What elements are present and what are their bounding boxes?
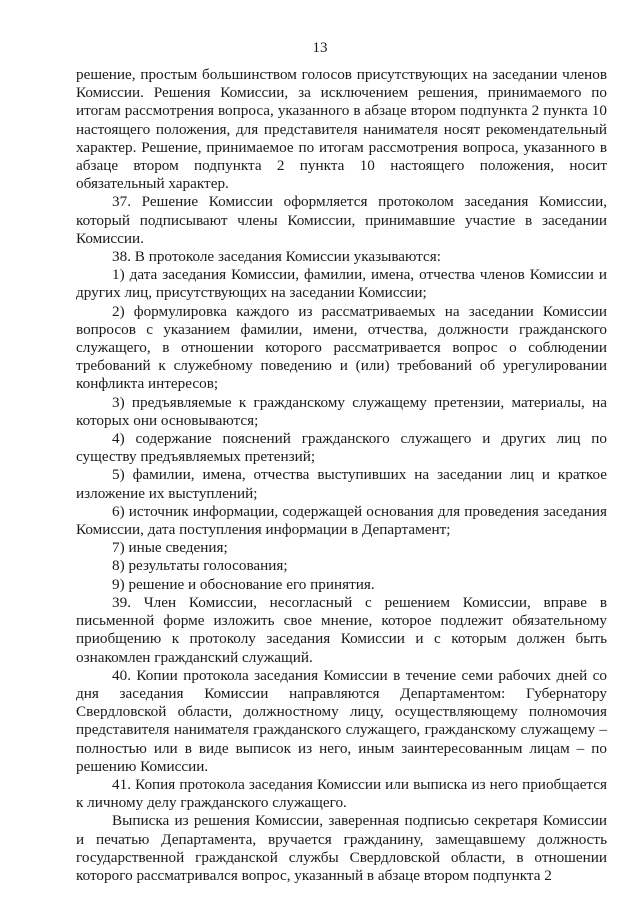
subitem-8: 8) результаты голосования; [112,557,288,575]
paragraph-extract: Выписка из решения Комиссии, заверенная подписью секретаря Комиссии и печатью Департамента, вручается гражданину, замещавшему должность государственной гражданской службы Свердловской области, в отношении которого рассматривался вопрос, указанный в абзаце втором подпункта 2 [76,812,607,884]
subitem-4: 4) содержание пояснений гражданского служащего и других лиц по существу предъявляемых претензий; [76,430,607,466]
subitem-7: 7) иные сведения; [112,539,228,557]
document-body [76,66,607,885]
subitem-5: 5) фамилии, имена, отчества выступивших на заседании лиц и краткое изложение их выступлений; [76,466,607,502]
page-number: 13 [312,40,328,56]
paragraph-continuation: решение, простым большинством голосов присутствующих на заседании членов Комиссии. Решения Комиссии, за исключением решения, принимаемого по итогам рассмотрения вопроса, указанного в абзаце втором подпункта 2 пункта 10 настоящего положения, для представителя нанимателя носят рекомендательный характер. Решение, принимаемое по итогам рассмотрения вопроса, указанного в абзаце втором подпункта 2 пункта 10 настоящего положения, носит обязательный характер. [76,66,607,193]
subitem-9: 9) решение и обоснование его принятия. [112,575,375,593]
subitem-6: 6) источник информации, содержащей основания для проведения заседания Комиссии, дата поступления информации в Департамент; [76,502,607,539]
paragraph-item-37: 37. Решение Комиссии оформляется протоколом заседания Комиссии, который подписывают члены Комиссии, принимавшие участие в заседании Комиссии. [76,193,607,247]
subitem-1: 1) дата заседания Комиссии, фамилии, имена, отчества членов Комиссии и других лиц, присутствующих на заседании Комиссии; [76,266,607,302]
paragraph-item-41: 41. Копия протокола заседания Комиссии или выписка из него приобщается к личному делу гражданского служащего. [76,775,607,812]
paragraph-item-39: 39. Член Комиссии, несогласный с решением Комиссии, вправе в письменной форме изложить свое мнение, которое подлежит обязательному приобщению к протоколу заседания Комиссии и с которым должен быть ознакомлен гражданский служащий. [76,593,607,666]
subitem-2: 2) формулировка каждого из рассматриваемых на заседании Комиссии вопросов с указанием фамилии, имени, отчества, должности гражданского служащего, в отношении которого рассматривается вопрос о соблюдении требований к служебному поведению и (или) требований об урегулировании конфликта интересов; [76,302,607,393]
paragraph-item-40: 40. Копии протокола заседания Комиссии в течение семи рабочих дней со дня заседания Комиссии направляются Департаментом: Губернатору Свердловской области, должностному лицу, осуществляющему полномочия представителя нанимателя гражданского служащего, гражданскому служащему – полностью или в виде выписок из него, иным заинтересованным лицам – по решению Комиссии. [76,666,607,775]
subitem-3: 3) предъявляемые к гражданскому служащему претензии, материалы, на которых они основываются; [76,393,607,429]
paragraph-item-38: 38. В протоколе заседания Комиссии указываются: [112,248,441,266]
